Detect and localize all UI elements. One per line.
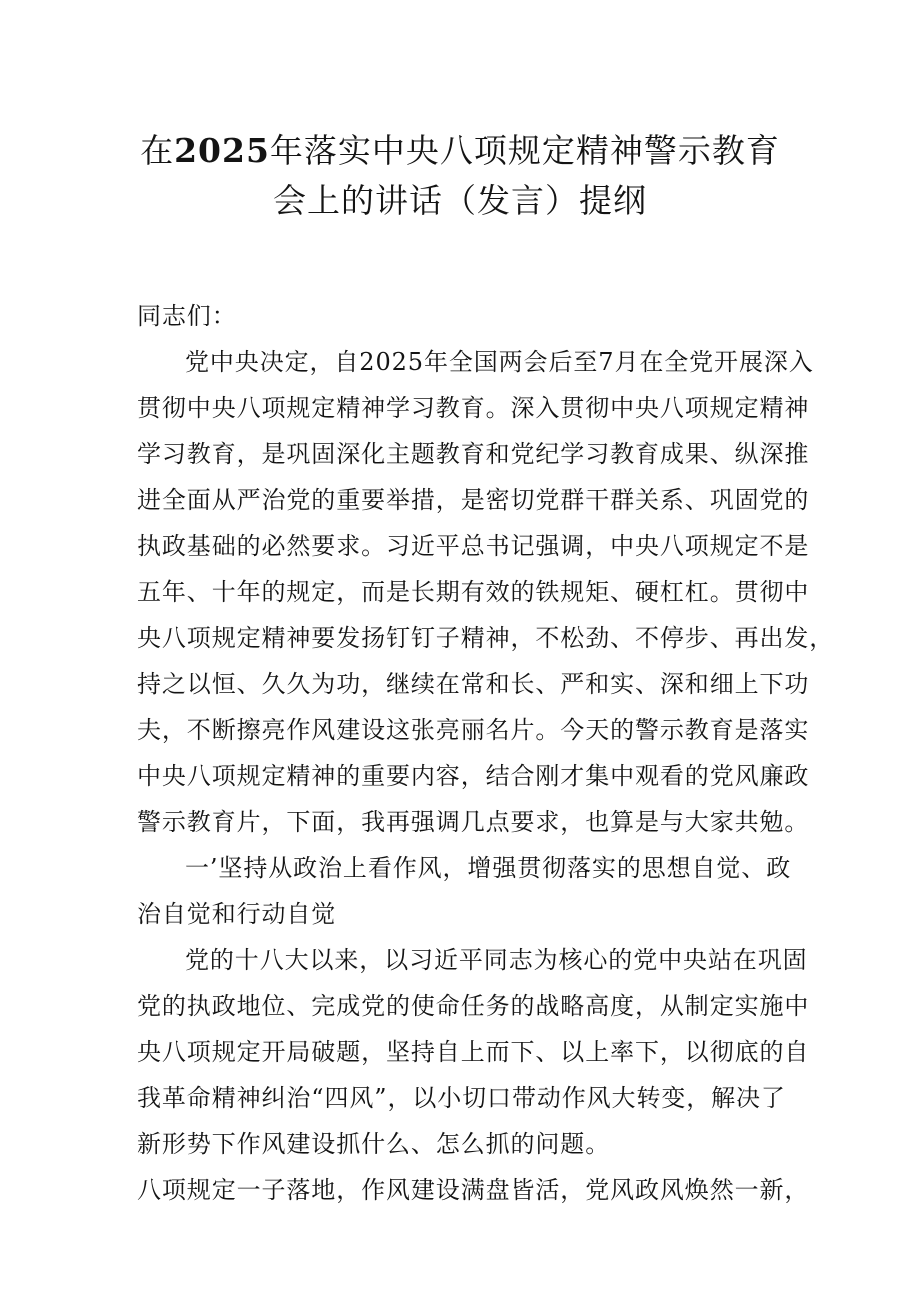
- body-line: 警示教育片，下面，我再强调几点要求，也算是与大家共勉。: [137, 808, 810, 836]
- section-heading-line: 一’坚持从政治上看作风，增强贯彻落实的思想自觉、政: [185, 854, 792, 882]
- body-line: 夫，不断擦亮作风建设这张亮丽名片。今天的警示教育是落实: [137, 716, 810, 744]
- body-line: 执政基础的必然要求。习近平总书记强调，中央八项规定不是: [137, 532, 810, 560]
- body-line: 央八项规定精神要发扬钉钉子精神，不松劲、不停步、再出发，: [137, 624, 835, 652]
- body-line: 新形势下作风建设抓什么、怎么抓的问题。: [137, 1130, 611, 1158]
- body-line: 持之以恒、久久为功，继续在常和长、严和实、深和细上下功: [137, 670, 810, 698]
- greeting: 同志们：: [137, 302, 237, 330]
- document-title-line-2: 会上的讲话（发言）提纲: [273, 181, 647, 220]
- body-line: 中央八项规定精神的重要内容，结合刚才集中观看的党风廉政: [137, 762, 810, 790]
- body-line: 党的执政地位、完成党的使命任务的战略高度，从制定实施中: [137, 992, 810, 1020]
- title-year: 2025: [174, 131, 270, 170]
- body-line: 贯彻中央八项规定精神学习教育。深入贯彻中央八项规定精神: [137, 394, 810, 422]
- title-prefix: 在: [140, 131, 175, 170]
- body-line: 党中央决定，自2025年全国两会后至7月在全党开展深入: [185, 348, 814, 376]
- body-line: 央八项规定开局破题，坚持自上而下、以上率下，以彻底的自: [137, 1038, 810, 1066]
- section-heading-line: 治自觉和行动自觉: [137, 900, 337, 928]
- body-line: 党的十八大以来，以习近平同志为核心的党中央站在巩固: [185, 946, 808, 974]
- title-suffix: 年落实中央八项规定精神警示教育: [269, 131, 780, 170]
- body-line: 八项规定一子落地，作风建设满盘皆活，党风政风焕然一新，: [137, 1176, 810, 1204]
- body-line: 五年、十年的规定，而是长期有效的铁规矩、硬杠杠。贯彻中: [137, 578, 810, 606]
- body-line: 进全面从严治党的重要举措，是密切党群干群关系、巩固党的: [137, 486, 810, 514]
- body-line: 学习教育，是巩固深化主题教育和党纪学习教育成果、纵深推: [137, 440, 810, 468]
- document-body: [137, 293, 835, 1213]
- body-line: 我革命精神纠治“四风”，以小切口带动作风大转变，解决了: [137, 1084, 786, 1112]
- document-title-line-1: [100, 126, 820, 176]
